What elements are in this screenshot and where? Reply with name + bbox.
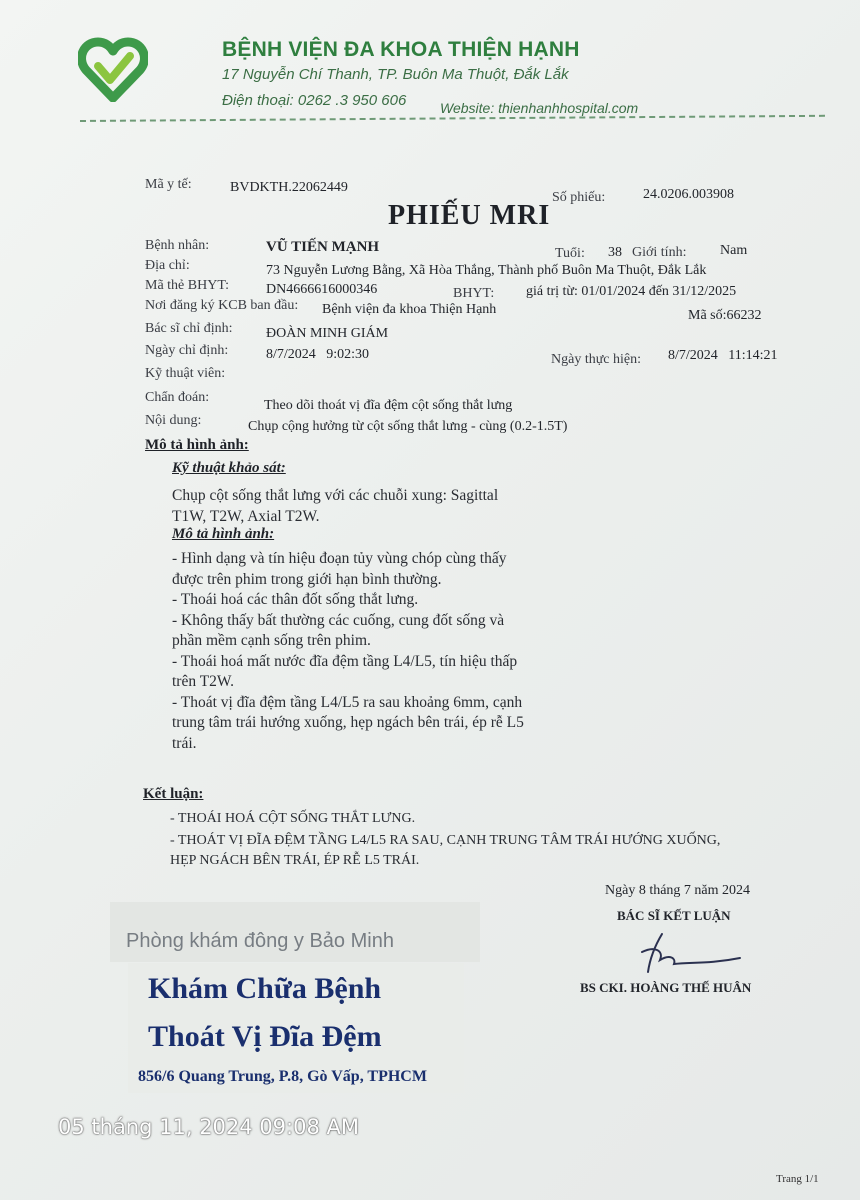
conclusion-line: - THOÁT VỊ ĐĨA ĐỆM TẦNG L4/L5 RA SAU, CẠNH TRUNG TÂM TRÁI HƯỚNG XUỐNG, xyxy=(170,833,721,848)
bhyt-card-label: Mã thẻ BHYT: xyxy=(145,278,230,293)
bhyt-validity: giá trị từ: 01/01/2024 đến 31/12/2025 xyxy=(526,284,737,299)
ky-thuat-vien-label: Kỹ thuật viên: xyxy=(145,366,226,381)
ngay-chi-dinh-value: 8/7/2024 9:02:30 xyxy=(266,347,370,362)
description-line: trên T2W. xyxy=(172,673,234,690)
clinic-banner-address: 856/6 Quang Trung, P.8, Gò Vấp, TPHCM xyxy=(138,1068,427,1085)
conclusion-line: HẸP NGÁCH BÊN TRÁI, ÉP RỄ L5 TRÁI. xyxy=(170,853,420,868)
dia-chi-value: 73 Nguyễn Lương Bằng, Xã Hòa Thắng, Thành phố Buôn Ma Thuột, Đắk Lắk xyxy=(266,263,707,278)
conclusion-line: - THOÁI HOÁ CỘT SỐNG THẮT LƯNG. xyxy=(170,811,416,826)
so-phieu-label: Số phiếu: xyxy=(552,190,606,205)
hospital-phone: Điện thoại: 0262 .3 950 606 xyxy=(222,92,407,109)
description-line: - Thoái hoá mất nước đĩa đệm tầng L4/L5, tín hiệu thấp xyxy=(172,652,518,670)
bac-si-label: Bác sĩ chỉ định: xyxy=(145,321,233,336)
gioi-tinh-label: Giới tính: xyxy=(632,245,687,260)
signature-role: BÁC SĨ KẾT LUẬN xyxy=(617,908,731,923)
hospital-address: 17 Nguyễn Chí Thanh, TP. Buôn Ma Thuột, Đắk Lắk xyxy=(222,66,569,83)
tuoi-value: 38 xyxy=(608,245,622,260)
chan-doan-value: Theo dõi thoát vị đĩa đệm cột sống thắt lưng xyxy=(264,398,513,413)
heart-check-logo-icon xyxy=(78,36,148,102)
clinic-watermark xyxy=(110,902,480,962)
technique-heading: Kỹ thuật khảo sát: xyxy=(172,460,286,476)
benh-nhan-label: Bệnh nhân: xyxy=(145,238,210,253)
hospital-name: BỆNH VIỆN ĐA KHOA THIỆN HẠNH xyxy=(222,38,580,61)
page-number: Trang 1/1 xyxy=(776,1173,819,1185)
signature-name: BS CKI. HOÀNG THẾ HUÂN xyxy=(580,980,752,995)
handwritten-signature xyxy=(630,928,750,978)
noi-dung-value: Chụp cộng hưởng từ cột sống thắt lưng - cùng (0.2-1.5T) xyxy=(248,419,568,434)
kcb-label: Nơi đăng ký KCB ban đầu: xyxy=(145,298,299,313)
ngay-thuc-hien-label: Ngày thực hiện: xyxy=(551,352,642,367)
noi-dung-label: Nội dung: xyxy=(145,413,202,428)
description-heading: Mô tả hình ảnh: xyxy=(145,437,249,453)
photo-timestamp: 05 tháng 11, 2024 09:08 AM xyxy=(58,1115,359,1139)
bhyt-card-value: DN4666616000346 xyxy=(266,282,378,297)
image-heading: Mô tả hình ảnh: xyxy=(172,526,275,542)
conclusion-heading: Kết luận: xyxy=(143,786,204,802)
clinic-banner-line1: Khám Chữa Bệnh xyxy=(148,972,382,1005)
technique-line: T1W, T2W, Axial T2W. xyxy=(172,507,320,525)
clinic-name: Phòng khám đông y Bảo Minh xyxy=(126,930,394,952)
ngay-chi-dinh-label: Ngày chỉ định: xyxy=(145,343,229,358)
kcb-value: Bệnh viện đa khoa Thiện Hạnh xyxy=(322,302,497,317)
bhyt-label: BHYT: xyxy=(453,286,495,301)
ma-y-te-value: BVDKTH.22062449 xyxy=(230,180,348,195)
description-line: - Thoái hoá các thân đốt sống thắt lưng. xyxy=(172,591,419,608)
tuoi-label: Tuổi: xyxy=(555,246,585,261)
ma-so-value: Mã số:66232 xyxy=(688,308,762,323)
description-line: phần mềm cạnh sống trên phim. xyxy=(172,632,371,649)
description-line: được trên phim trong giới hạn bình thường. xyxy=(172,570,442,588)
so-phieu-value: 24.0206.003908 xyxy=(643,187,734,202)
signature-date: Ngày 8 tháng 7 năm 2024 xyxy=(605,883,751,898)
hospital-website: Website: thienhanhhospital.com xyxy=(440,100,639,116)
description-line: - Hình dạng và tín hiệu đoạn tủy vùng chóp cùng thấy xyxy=(172,550,507,567)
gioi-tinh-value: Nam xyxy=(720,243,748,258)
chan-doan-label: Chẩn đoán: xyxy=(145,390,210,405)
technique-line: Chụp cột sống thắt lưng với các chuỗi xung: Sagittal xyxy=(172,487,499,504)
bac-si-value: ĐOÀN MINH GIÁM xyxy=(266,326,389,341)
dia-chi-label: Địa chỉ: xyxy=(145,258,190,273)
ma-y-te-label: Mã y tế: xyxy=(145,177,192,192)
ngay-thuc-hien-value: 8/7/2024 11:14:21 xyxy=(668,348,778,363)
benh-nhan-value: VŨ TIẾN MẠNH xyxy=(266,239,380,255)
technique-text xyxy=(172,486,498,527)
description-line: trung tâm trái hướng xuống, hẹp ngách bên trái, ép rễ L5 xyxy=(172,714,524,731)
description-line: trái. xyxy=(172,734,197,752)
image-description-text xyxy=(172,549,524,754)
description-line: - Không thấy bất thường các cuống, cung đốt sống và xyxy=(172,611,505,629)
description-line: - Thoát vị đĩa đệm tầng L4/L5 ra sau khoảng 6mm, cạnh xyxy=(172,693,523,711)
page-title: PHIẾU MRI xyxy=(388,200,551,231)
clinic-banner-line2: Thoát Vị Đĩa Đệm xyxy=(148,1020,382,1053)
